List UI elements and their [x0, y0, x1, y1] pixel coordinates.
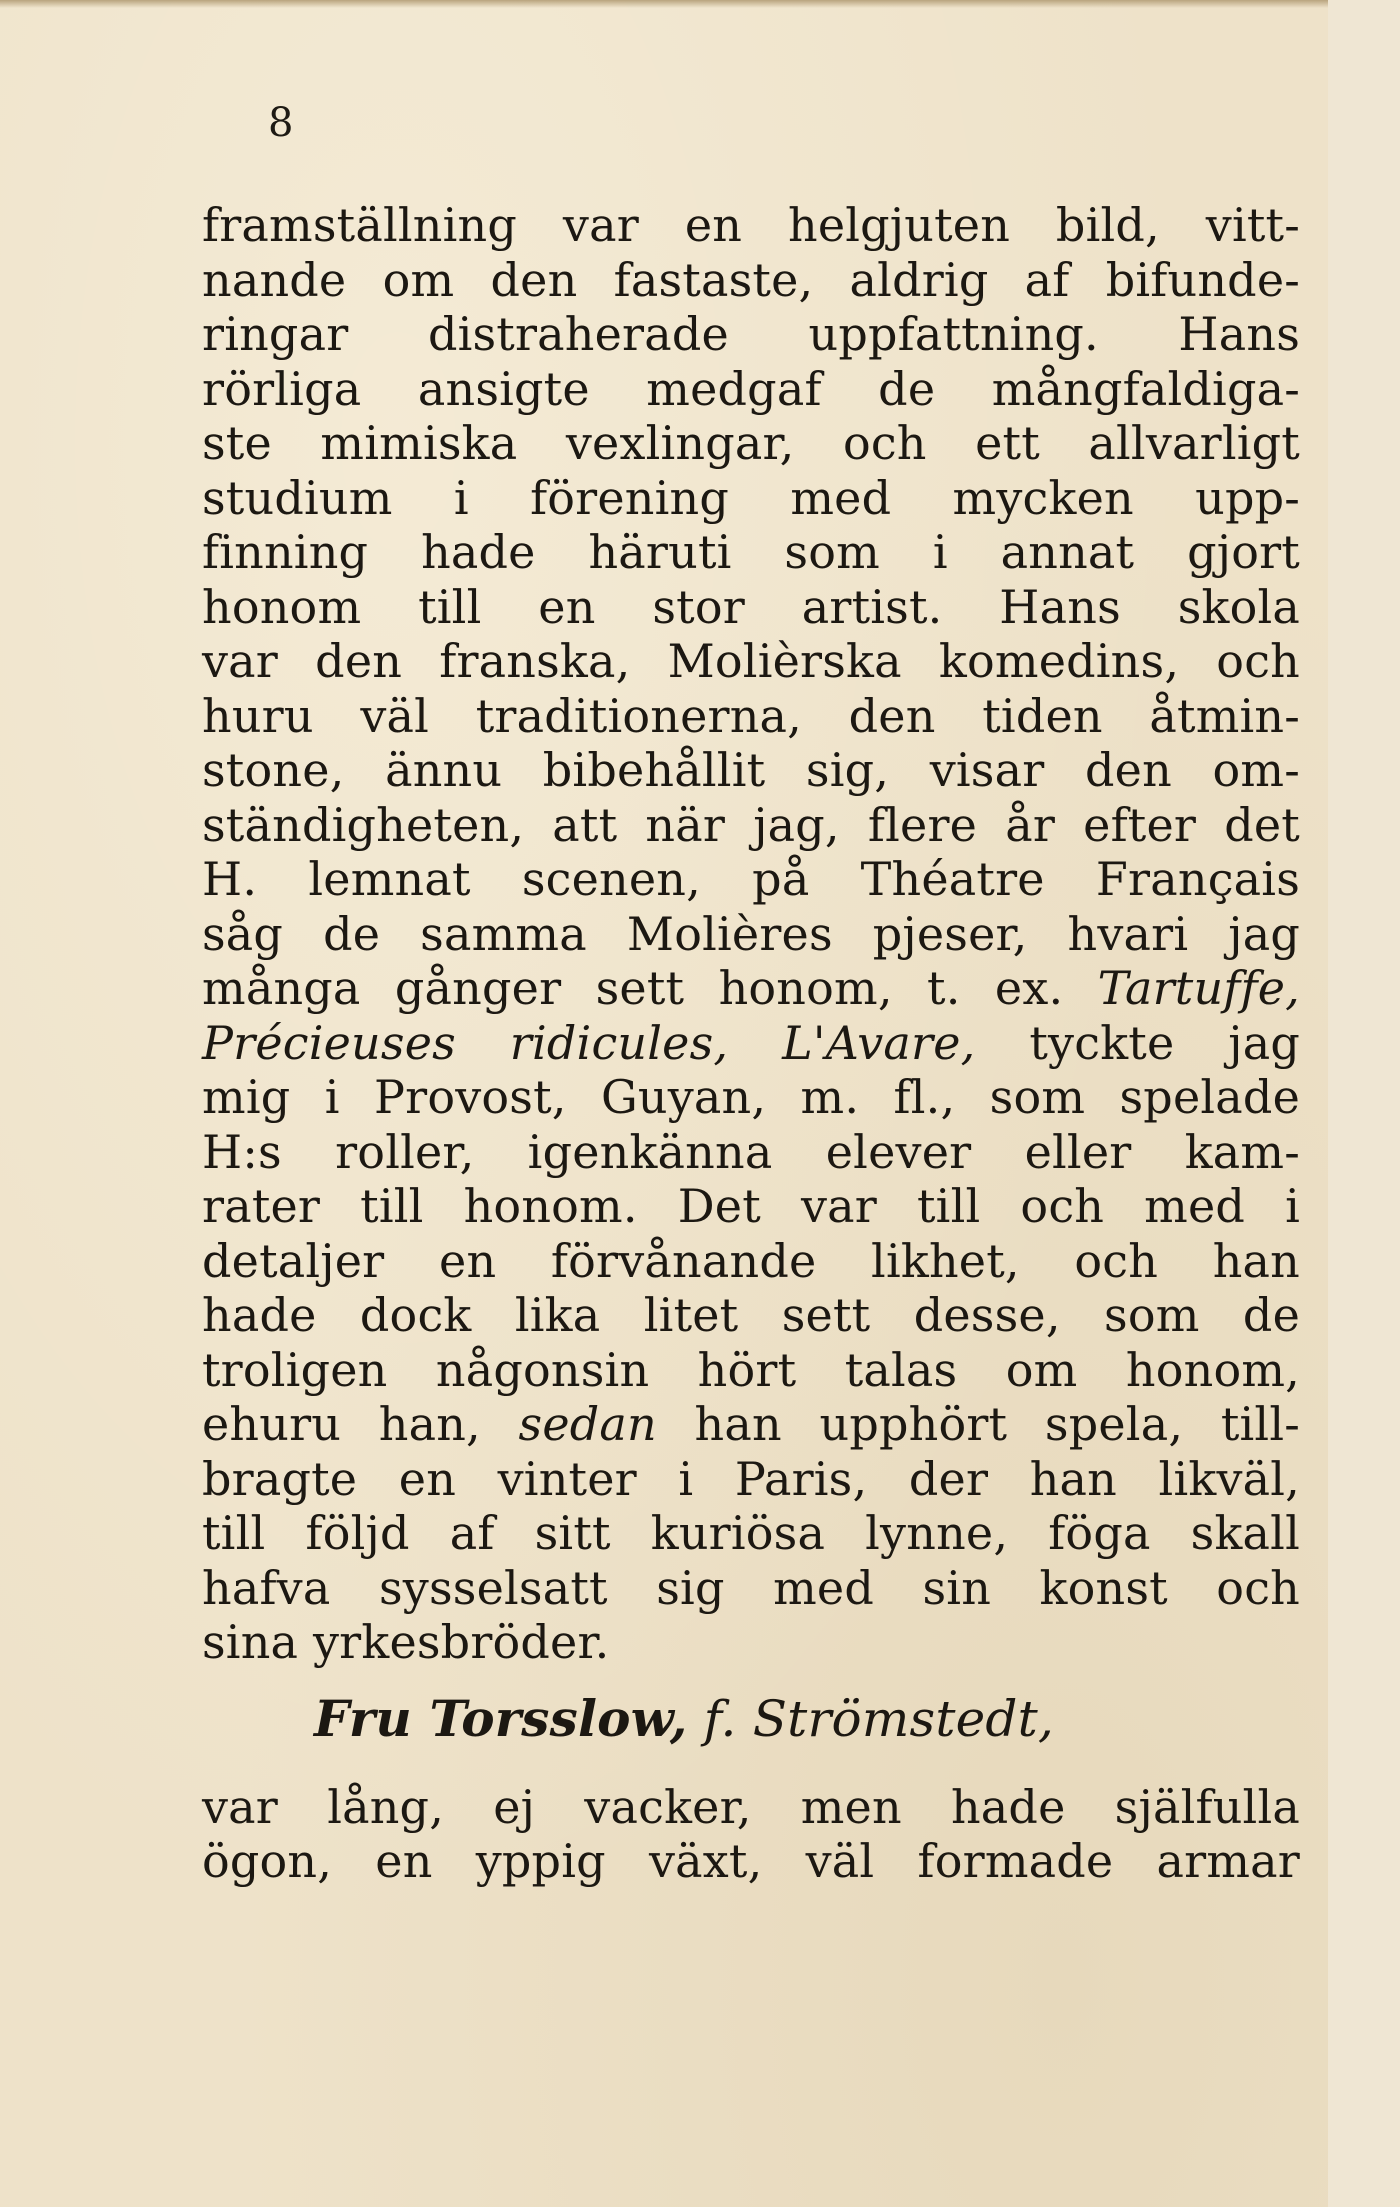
body-text: [202, 198, 1300, 1889]
text-line: ringar distraherade uppfattning. Hans: [202, 307, 1300, 361]
text-line: hafva sysselsatt sig med sin konst och: [202, 1560, 1300, 1615]
text-line: hade dock lika litet sett desse, som de: [202, 1288, 1300, 1342]
text-line: huru väl traditionerna, den tiden åtmin-: [202, 688, 1300, 743]
scan-margin: [1328, 0, 1400, 2207]
text-line: ögon, en yppig växt, väl formade armar: [202, 1834, 1300, 1888]
section-heading: [202, 1688, 1300, 1760]
page-number: 8: [268, 100, 294, 146]
text-line: troligen någonsin hört talas om honom,: [202, 1342, 1300, 1397]
text-run: många gånger sett honom, t. ex.: [202, 961, 1098, 1015]
text-line: [202, 961, 1300, 1016]
heading-name: Fru Torsslow,: [314, 1688, 688, 1748]
text-line: sina yrkesbröder.: [202, 1615, 610, 1669]
text-line: mig i Provost, Guyan, m. fl., som spelade: [202, 1070, 1300, 1124]
italic-title: Tartuffe,: [1097, 961, 1300, 1015]
text-line: ständigheten, att när jag, flere år efter det: [202, 797, 1300, 852]
text-line: nande om den fastaste, aldrig af bifunde-: [202, 252, 1300, 307]
text-run: ehuru han,: [202, 1397, 519, 1451]
italic-title: Précieuses ridicules, L'Avare,: [202, 1015, 976, 1070]
text-line: till följd af sitt kuriösa lynne, föga skall: [202, 1506, 1300, 1560]
text-line: H:s roller, igenkänna elever eller kam-: [202, 1124, 1300, 1179]
text-line: såg de samma Molières pjeser, hvari jag: [202, 906, 1300, 961]
text-line: rörliga ansigte medgaf de mångfaldiga-: [202, 361, 1300, 416]
second-paragraph: [202, 1780, 1300, 1889]
text-line: [202, 1397, 1300, 1452]
text-line: bragte en vinter i Paris, der han likväl,: [202, 1451, 1300, 1506]
text-line: finning hade häruti som i annat gjort: [202, 525, 1300, 579]
page-top-edge: [0, 0, 1328, 8]
italic-word: sedan: [518, 1397, 657, 1451]
heading-suffix: f. Strömstedt,: [687, 1689, 1055, 1748]
text-line: var den franska, Molièrska komedins, och: [202, 634, 1300, 688]
text-line: stone, ännu bibehållit sig, visar den om-: [202, 743, 1300, 797]
text-line: honom till en stor artist. Hans skola: [202, 579, 1300, 634]
text-line: [202, 1016, 1300, 1071]
text-run: tyckte jag: [975, 1015, 1300, 1070]
text-line: detaljer en förvånande likhet, och han: [202, 1233, 1300, 1288]
text-run: han upphört spela, till-: [656, 1397, 1300, 1451]
text-line: H. lemnat scenen, på Théatre Français: [202, 852, 1300, 906]
text-line: framställning var en helgjuten bild, vitt-: [202, 198, 1300, 252]
text-line: rater till honom. Det var till och med i: [202, 1179, 1300, 1233]
text-line: studium i förening med mycken upp-: [202, 470, 1300, 525]
text-line: ste mimiska vexlingar, och ett allvarligt: [202, 416, 1300, 470]
text-line: var lång, ej vacker, men hade själfulla: [202, 1779, 1300, 1834]
